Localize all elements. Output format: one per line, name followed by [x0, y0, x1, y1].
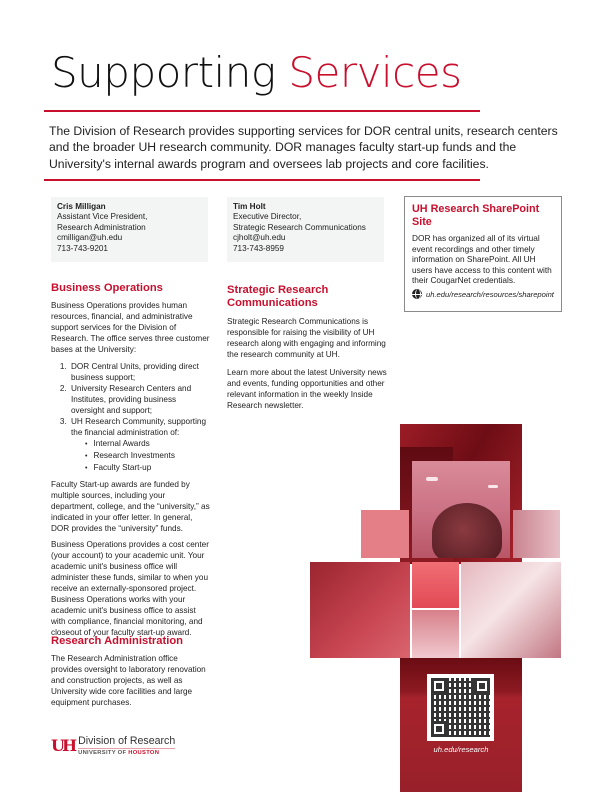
university-name: UNIVERSITY OF HOUSTON: [78, 750, 160, 756]
section-heading: Strategic Research Communications: [227, 284, 329, 309]
sub-list-item: • Internal Awards: [83, 438, 211, 450]
business-ops-intro: Business Operations provides human resources, financial, and administrative support services for the Division of Research. The office serves three customer bases at the University:: [51, 300, 210, 354]
startup-paragraph: Faculty Start-up awards are funded by multiple sources, including your department, college, and the “university,” as indicated in your offer letter. In general, DOR provides the “university” funds.: [51, 479, 210, 533]
contact-title: Executive Director,: [233, 212, 302, 222]
sub-list-item: • Research Investments: [83, 450, 211, 462]
contact-title: Assistant Vice President,: [57, 212, 148, 222]
contact-email[interactable]: cmilligan@uh.edu: [57, 233, 123, 243]
sub-list: [83, 438, 211, 474]
title-part-2: Services: [288, 48, 462, 97]
globe-icon: [412, 289, 422, 299]
qr-url[interactable]: uh.edu/research: [433, 745, 489, 754]
collage-glove-image: [412, 610, 459, 658]
sharepoint-title: UH Research SharePoint Site: [412, 203, 540, 228]
sharepoint-link[interactable]: [412, 289, 554, 299]
research-administration-section: [51, 635, 211, 708]
uh-logo-icon: UH: [51, 735, 75, 755]
customer-bases-list: [69, 361, 211, 474]
contact-phone: 713-743-8959: [233, 243, 284, 253]
collage-pink-square: [361, 510, 409, 558]
sharepoint-callout: [404, 196, 562, 312]
contact-email[interactable]: cjholt@uh.edu: [233, 233, 286, 243]
sharepoint-url[interactable]: uh.edu/research/resources/sharepoint: [426, 289, 554, 299]
contact-name: Tim Holt: [233, 202, 266, 211]
division-logo[interactable]: [51, 735, 175, 756]
qr-code-icon[interactable]: [427, 674, 494, 741]
contact-card-holt: [227, 197, 384, 262]
cost-center-paragraph: Business Operations provides a cost center (your account) to your academic unit. Your academic unit's business office will administer these funds, similar to when you receive an externally-sponsored project. Business Operations works with your academic unit's business office to assist with compliance, financial monitoring, and closeout of your faculty start-up award.: [51, 539, 209, 637]
title-part-1: Supporting: [51, 48, 276, 97]
page-title: [51, 48, 462, 97]
sub-list-item: • Faculty Start-up: [83, 462, 211, 474]
contact-title: Strategic Research Communications: [233, 222, 366, 232]
section-heading: Research Administration: [51, 635, 184, 647]
collage-lab-coat-image: [461, 562, 561, 658]
contact-title: Research Administration: [57, 222, 146, 232]
strategic-comms-para-2: Learn more about the latest University news and events, funding opportunities and other relevant information in the weekly Inside Research newsletter.: [227, 368, 387, 410]
intro-paragraph: The Division of Research provides supporting services for DOR central units, research centers and the broader UH research community. DOR manages faculty start-up funds and the University's internal awards program and oversees lab projects and core facilities.: [49, 124, 558, 171]
collage-dna-screen-image: [310, 562, 410, 658]
contact-name: Cris Milligan: [57, 202, 106, 211]
business-operations-section: [51, 282, 211, 638]
collage-researcher-image: [412, 461, 510, 558]
collage-lab-glassware-image: [513, 510, 560, 558]
research-admin-body: The Research Administration office provides oversight to laboratory renovation and construction projects, as well as University wide core facilities and large equipment purchases.: [51, 653, 206, 707]
sharepoint-body: DOR has organized all of its virtual event recordings and other timely information on SharePoint. All UH users have access to this content with their CougarNet credentials.: [412, 233, 552, 286]
strategic-comms-section: [227, 284, 392, 411]
division-name: Division of Research: [78, 735, 176, 747]
section-heading: Business Operations: [51, 282, 163, 294]
list-item: 1. DOR Central Units, providing direct business support;: [69, 361, 211, 383]
intro-divider: [44, 179, 480, 181]
contact-phone: 713-743-9201: [57, 243, 108, 253]
strategic-comms-para-1: Strategic Research Communications is responsible for raising the visibility of UH research along with engaging and informing the research community at UH.: [227, 317, 386, 359]
list-item: 3. UH Research Community, supporting the financial administration of: • Internal Awards • Research Investments • Faculty Start-up: [69, 416, 211, 474]
contact-card-milligan: [51, 197, 208, 262]
collage-pipette-image: [412, 562, 459, 608]
list-item: 2. University Research Centers and Institutes, providing business oversight and support;: [69, 383, 211, 416]
